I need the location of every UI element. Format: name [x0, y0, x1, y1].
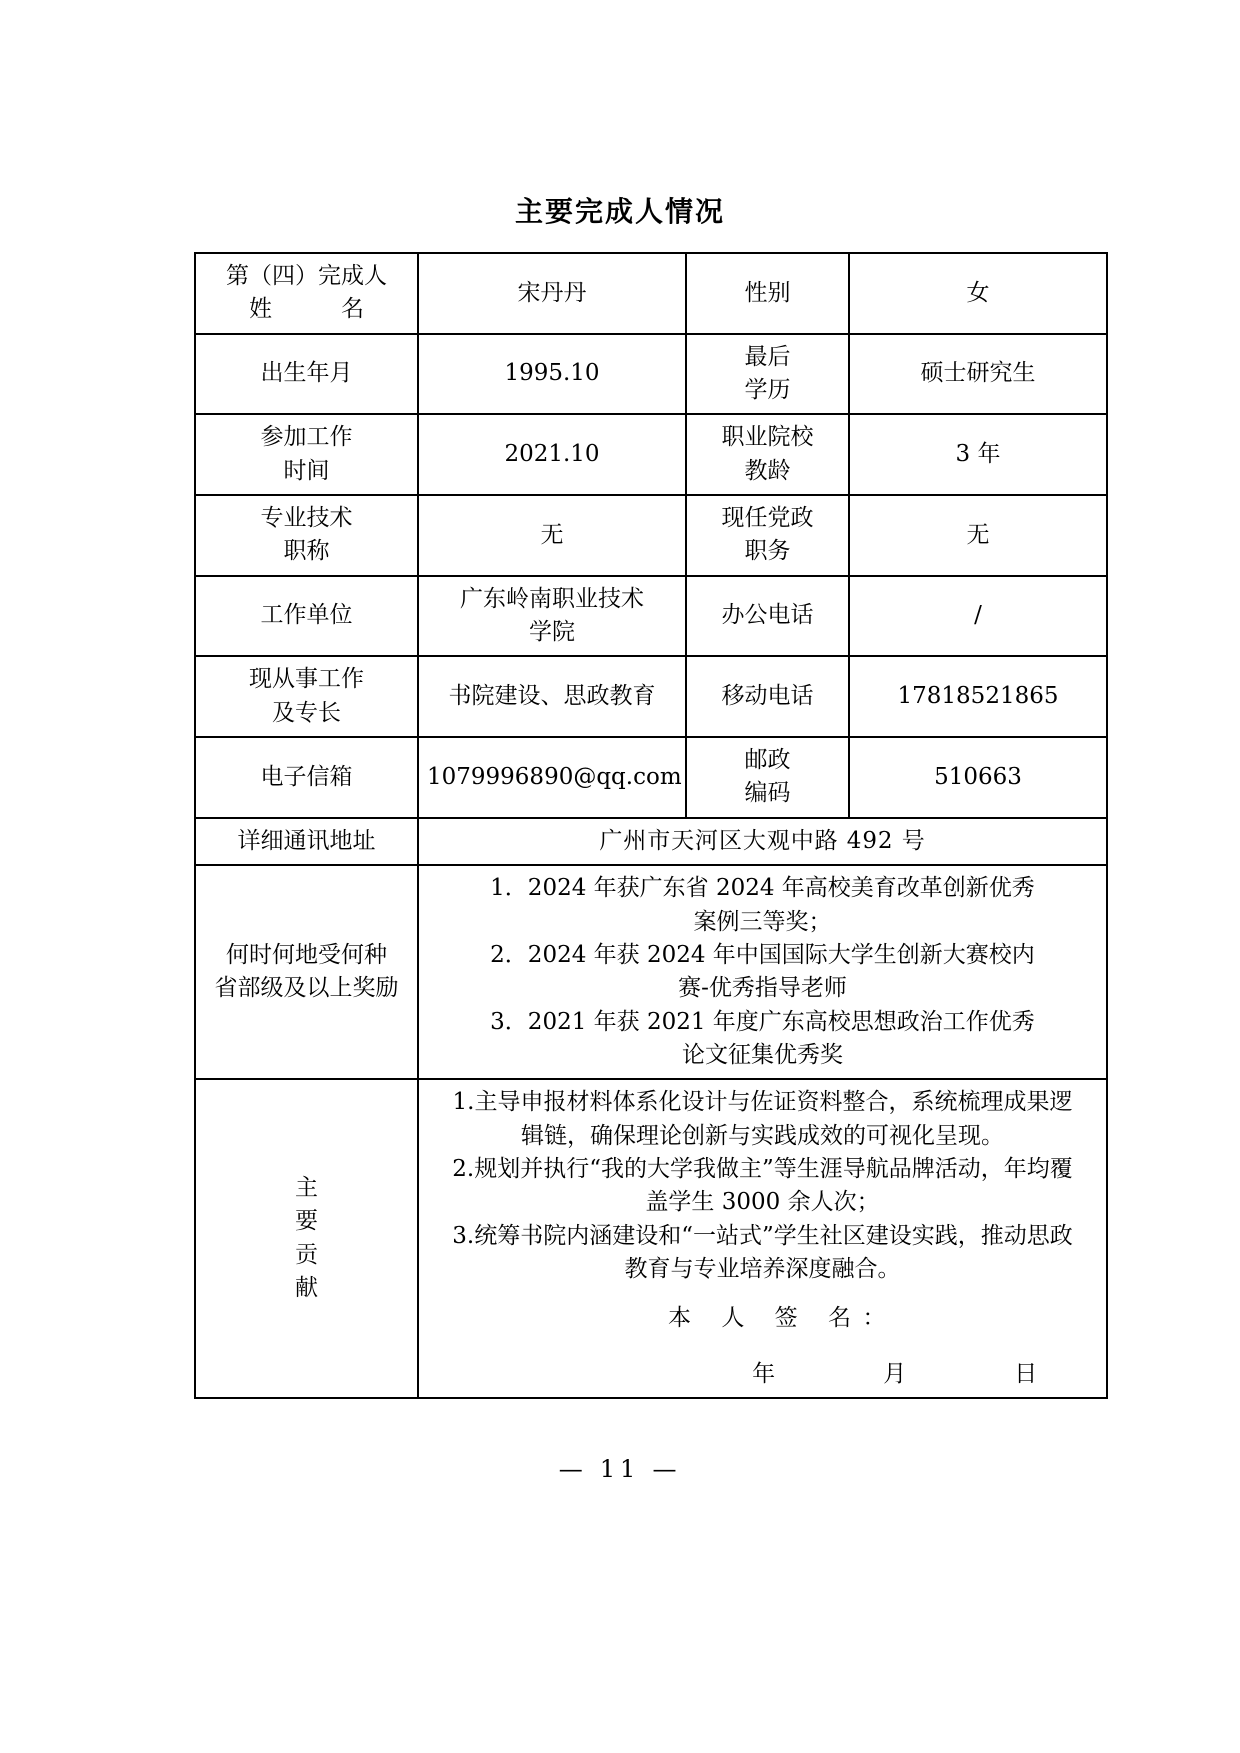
table-row-employer [195, 576, 1107, 657]
date-line: 年 月 日 [752, 1360, 1058, 1387]
contribution-line: 2.规划并执行“我的大学我做主”等生涯导航品牌活动，年均覆 [452, 1155, 1073, 1182]
education-label-line2: 学历 [744, 377, 791, 404]
specialty-label [195, 656, 418, 737]
table-row-contribution [195, 1079, 1107, 1398]
teaching-years-label-line2: 教龄 [744, 457, 791, 484]
awards-label-line1: 何时何地受何种 [226, 941, 387, 968]
education-label-line1: 最后 [744, 343, 791, 370]
signature-line: 本 人 签 名： [668, 1305, 897, 1332]
page-title: 主要完成人情况 [514, 195, 725, 228]
contribution-value [418, 1079, 1107, 1398]
postcode-value: 510663 [849, 737, 1107, 818]
specialty-value: 书院建设、思政教育 [418, 656, 686, 737]
table-row-work-start [195, 414, 1107, 495]
awards-line: 赛-优秀指导老师 [678, 975, 847, 1002]
awards-label-line2: 省部级及以上奖励 [214, 975, 399, 1002]
birth-label: 出生年月 [195, 334, 418, 415]
professional-title-label [195, 495, 418, 576]
table-row-specialty [195, 656, 1107, 737]
mobile-value: 17818521865 [849, 656, 1107, 737]
awards-line: 论文征集优秀奖 [682, 1041, 843, 1068]
birth-value: 1995.10 [418, 334, 686, 415]
mobile-label: 移动电话 [686, 656, 849, 737]
awards-line: 3．2021 年获 2021 年度广东高校思想政治工作优秀 [490, 1008, 1035, 1035]
name-label-line2: 姓 名 [249, 296, 364, 323]
gender-value: 女 [849, 253, 1107, 334]
party-post-label-line1: 现任党政 [721, 505, 814, 532]
work-start-label-line1: 参加工作 [260, 424, 353, 451]
contribution-label-char2: 要 [295, 1208, 318, 1235]
postcode-label [686, 737, 849, 818]
email-label: 电子信箱 [195, 737, 418, 818]
email-value: 1079996890@qq.com [418, 737, 686, 818]
name-value: 宋丹丹 [418, 253, 686, 334]
awards-label [195, 865, 418, 1079]
name-label [195, 253, 418, 334]
education-value: 硕士研究生 [849, 334, 1107, 415]
education-label [686, 334, 849, 415]
awards-value [418, 865, 1107, 1079]
specialty-label-line1: 现从事工作 [249, 666, 364, 693]
office-phone-value: / [849, 576, 1107, 657]
contribution-line: 辑链，确保理论创新与实践成效的可视化呈现。 [521, 1122, 1004, 1149]
address-label: 详细通讯地址 [195, 818, 418, 865]
contribution-label-char4: 献 [295, 1274, 318, 1301]
contribution-label-char3: 贡 [295, 1241, 318, 1268]
employer-value [418, 576, 686, 657]
specialty-label-line2: 及专长 [272, 699, 341, 726]
office-phone-label: 办公电话 [686, 576, 849, 657]
contribution-label [195, 1079, 418, 1398]
address-value: 广州市天河区大观中路 492 号 [418, 818, 1107, 865]
party-post-label-line2: 职务 [744, 538, 791, 565]
contribution-line: 盖学生 3000 余人次； [645, 1189, 880, 1216]
table-row-birth [195, 334, 1107, 415]
contribution-line: 1.主导申报材料体系化设计与佐证资料整合，系统梳理成果逻 [452, 1089, 1073, 1116]
teaching-years-value: 3 年 [849, 414, 1107, 495]
contribution-line: 3.统筹书院内涵建设和“一站式”学生社区建设实践，推动思政 [452, 1222, 1073, 1249]
contribution-line: 教育与专业培养深度融合。 [624, 1255, 901, 1282]
teaching-years-label-line1: 职业院校 [721, 424, 814, 451]
table-row-professional-title [195, 495, 1107, 576]
party-post-label [686, 495, 849, 576]
professional-title-label-line2: 职称 [283, 538, 330, 565]
gender-label: 性别 [686, 253, 849, 334]
person-info-table-wrap [194, 252, 1073, 1399]
postcode-label-line1: 邮政 [744, 747, 791, 774]
work-start-value: 2021.10 [418, 414, 686, 495]
party-post-value: 无 [849, 495, 1107, 576]
employer-label: 工作单位 [195, 576, 418, 657]
work-start-label-line2: 时间 [283, 457, 330, 484]
awards-line: 1．2024 年获广东省 2024 年高校美育改革创新优秀 [490, 875, 1035, 902]
employer-value-line1: 广东岭南职业技术 [460, 585, 644, 612]
table-row-awards [195, 865, 1107, 1079]
teaching-years-label [686, 414, 849, 495]
person-info-table [194, 252, 1108, 1399]
page-number: — 11 — [558, 1455, 682, 1483]
contribution-label-char1: 主 [295, 1174, 318, 1201]
table-row-address [195, 818, 1107, 865]
postcode-label-line2: 编码 [744, 780, 791, 807]
employer-value-line2: 学院 [529, 619, 575, 646]
awards-line: 案例三等奖； [693, 908, 832, 935]
name-label-line1: 第（四）完成人 [226, 263, 387, 289]
professional-title-label-line1: 专业技术 [260, 505, 353, 532]
awards-line: 2．2024 年获 2024 年中国国际大学生创新大赛校内 [490, 941, 1035, 968]
work-start-label [195, 414, 418, 495]
table-row-email [195, 737, 1107, 818]
professional-title-value: 无 [418, 495, 686, 576]
table-row-name [195, 253, 1107, 334]
